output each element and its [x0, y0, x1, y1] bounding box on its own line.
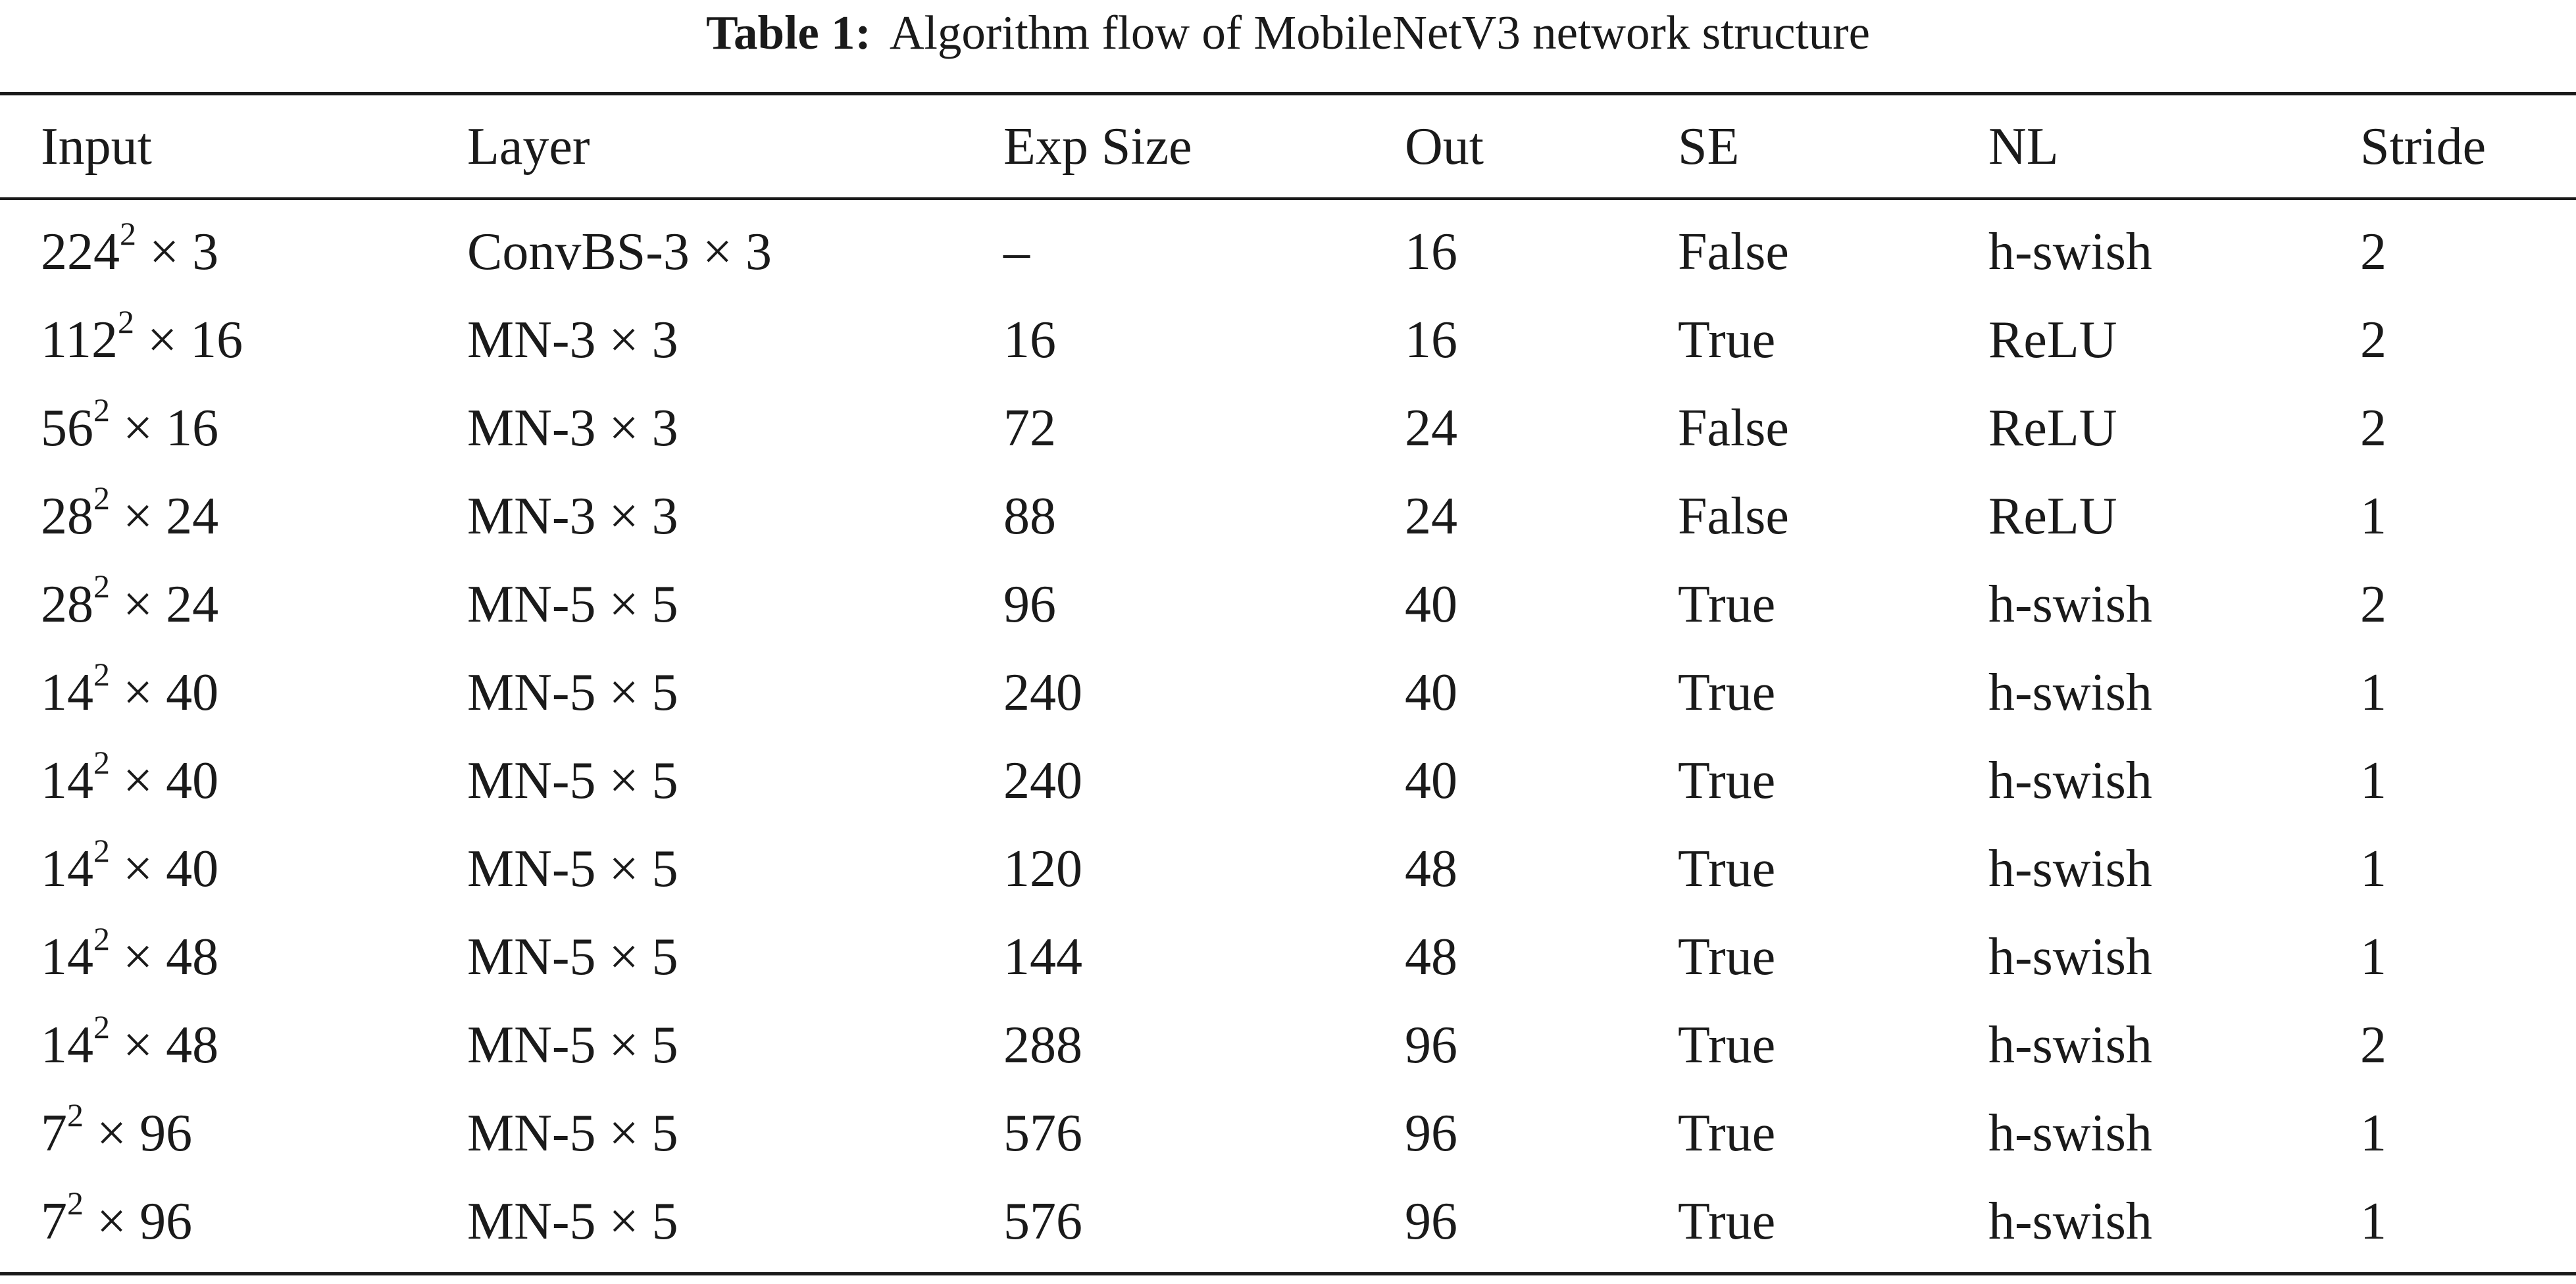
input-base: 28 — [41, 487, 93, 545]
cell-layer: MN-5 × 5 — [467, 928, 678, 986]
cell-stride: 1 — [2360, 1104, 2387, 1162]
input-rest: × 24 — [110, 576, 219, 633]
header-se: SE — [1678, 117, 1740, 176]
cell-stride: 1 — [2360, 928, 2387, 986]
cell-exp-size: 288 — [1003, 1016, 1082, 1074]
input-exponent: 2 — [93, 1008, 110, 1045]
table-header-rule — [0, 197, 2576, 200]
cell-exp-size: 72 — [1003, 399, 1056, 457]
input-exponent: 2 — [93, 391, 110, 428]
cell-nl: h-swish — [1988, 1104, 2152, 1162]
header-layer: Layer — [467, 117, 590, 176]
cell-out: 96 — [1405, 1104, 1457, 1162]
cell-se: True — [1678, 576, 1776, 633]
input-base: 14 — [41, 664, 93, 722]
input-rest: × 48 — [110, 1016, 219, 1074]
cell-exp-size: 144 — [1003, 928, 1082, 986]
cell-out: 16 — [1405, 311, 1457, 369]
cell-nl: ReLU — [1988, 487, 2117, 545]
cell-se: True — [1678, 1104, 1776, 1162]
cell-exp-size: 96 — [1003, 576, 1056, 633]
input-exponent: 2 — [93, 480, 110, 516]
table-row — [0, 208, 2576, 296]
header-nl: NL — [1988, 117, 2059, 176]
cell-stride: 1 — [2360, 487, 2387, 545]
input-exponent: 2 — [93, 656, 110, 693]
input-exponent: 2 — [67, 1185, 84, 1222]
cell-exp-size: 576 — [1003, 1104, 1082, 1162]
table-row — [0, 737, 2576, 825]
input-rest: × 16 — [134, 311, 243, 369]
table-row — [0, 1001, 2576, 1089]
input-rest: × 40 — [110, 664, 219, 722]
input-exponent: 2 — [93, 832, 110, 869]
cell-input — [41, 208, 218, 296]
cell-nl: h-swish — [1988, 576, 2152, 633]
input-rest: × 3 — [136, 223, 219, 281]
input-rest: × 40 — [110, 840, 219, 898]
input-base: 112 — [41, 311, 118, 369]
cell-se: True — [1678, 1016, 1776, 1074]
cell-out: 40 — [1405, 664, 1457, 722]
cell-out: 16 — [1405, 223, 1457, 281]
cell-input — [41, 913, 218, 1001]
cell-layer: MN-5 × 5 — [467, 1016, 678, 1074]
cell-input — [41, 296, 243, 384]
cell-exp-size: 88 — [1003, 487, 1056, 545]
input-base: 14 — [41, 752, 93, 810]
table-row — [0, 296, 2576, 384]
cell-out: 96 — [1405, 1193, 1457, 1250]
cell-input — [41, 1089, 192, 1177]
cell-nl: h-swish — [1988, 664, 2152, 722]
cell-layer: MN-3 × 3 — [467, 487, 678, 545]
cell-out: 40 — [1405, 752, 1457, 810]
input-base: 28 — [41, 576, 93, 633]
table-caption — [0, 0, 2576, 66]
input-exponent: 2 — [93, 744, 110, 781]
cell-out: 96 — [1405, 1016, 1457, 1074]
cell-stride: 1 — [2360, 1193, 2387, 1250]
table-row — [0, 560, 2576, 649]
cell-out: 24 — [1405, 399, 1457, 457]
cell-input — [41, 560, 218, 649]
header-input: Input — [41, 117, 152, 176]
input-base: 224 — [41, 223, 120, 281]
table-row — [0, 384, 2576, 472]
cell-stride: 2 — [2360, 311, 2387, 369]
cell-se: False — [1678, 487, 1789, 545]
cell-nl: h-swish — [1988, 928, 2152, 986]
cell-se: True — [1678, 1193, 1776, 1250]
cell-se: True — [1678, 840, 1776, 898]
cell-nl: h-swish — [1988, 1016, 2152, 1074]
cell-out: 48 — [1405, 928, 1457, 986]
header-stride: Stride — [2360, 117, 2487, 176]
input-exponent: 2 — [120, 215, 136, 252]
table-row — [0, 472, 2576, 560]
input-rest: × 96 — [84, 1104, 193, 1162]
input-rest: × 16 — [110, 399, 219, 457]
cell-exp-size: 16 — [1003, 311, 1056, 369]
input-exponent: 2 — [118, 303, 135, 340]
input-base: 14 — [41, 1016, 93, 1074]
cell-out: 24 — [1405, 487, 1457, 545]
input-base: 7 — [41, 1193, 67, 1250]
cell-nl: ReLU — [1988, 399, 2117, 457]
cell-stride: 2 — [2360, 1016, 2387, 1074]
cell-exp-size: 240 — [1003, 664, 1082, 722]
table-row — [0, 1177, 2576, 1266]
cell-out: 48 — [1405, 840, 1457, 898]
caption-text: Algorithm flow of MobileNetV3 network structure — [889, 6, 1870, 59]
cell-stride: 2 — [2360, 576, 2387, 633]
input-base: 56 — [41, 399, 93, 457]
cell-input — [41, 737, 218, 825]
header-out: Out — [1405, 117, 1484, 176]
cell-layer: ConvBS-3 × 3 — [467, 223, 772, 281]
cell-stride: 1 — [2360, 752, 2387, 810]
cell-input — [41, 649, 218, 737]
cell-input — [41, 1177, 192, 1266]
input-exponent: 2 — [93, 568, 110, 605]
table-row — [0, 825, 2576, 913]
cell-exp-size: 120 — [1003, 840, 1082, 898]
cell-layer: MN-3 × 3 — [467, 399, 678, 457]
input-base: 7 — [41, 1104, 67, 1162]
cell-stride: 2 — [2360, 223, 2387, 281]
cell-nl: ReLU — [1988, 311, 2117, 369]
cell-nl: h-swish — [1988, 752, 2152, 810]
cell-se: True — [1678, 928, 1776, 986]
cell-se: False — [1678, 399, 1789, 457]
cell-se: True — [1678, 311, 1776, 369]
cell-layer: MN-5 × 5 — [467, 576, 678, 633]
cell-nl: h-swish — [1988, 840, 2152, 898]
header-exp-size: Exp Size — [1003, 117, 1192, 176]
input-rest: × 96 — [84, 1193, 193, 1250]
cell-nl: h-swish — [1988, 223, 2152, 281]
input-rest: × 40 — [110, 752, 219, 810]
input-rest: × 48 — [110, 928, 219, 986]
input-base: 14 — [41, 928, 93, 986]
table-row — [0, 649, 2576, 737]
input-exponent: 2 — [67, 1097, 84, 1133]
cell-layer: MN-5 × 5 — [467, 752, 678, 810]
table-bottom-rule — [0, 1272, 2576, 1275]
cell-layer: MN-3 × 3 — [467, 311, 678, 369]
table-top-rule — [0, 92, 2576, 95]
cell-out: 40 — [1405, 576, 1457, 633]
cell-exp-size: 576 — [1003, 1193, 1082, 1250]
cell-stride: 1 — [2360, 664, 2387, 722]
cell-input — [41, 825, 218, 913]
cell-input — [41, 384, 218, 472]
cell-exp-size: 240 — [1003, 752, 1082, 810]
cell-exp-size: – — [1003, 223, 1030, 281]
table-body — [0, 208, 2576, 1266]
cell-stride: 1 — [2360, 840, 2387, 898]
table-row — [0, 913, 2576, 1001]
cell-layer: MN-5 × 5 — [467, 1104, 678, 1162]
cell-stride: 2 — [2360, 399, 2387, 457]
table-row — [0, 1089, 2576, 1177]
table-header-row — [0, 99, 2576, 194]
cell-se: False — [1678, 223, 1789, 281]
cell-se: True — [1678, 752, 1776, 810]
cell-input — [41, 1001, 218, 1089]
cell-layer: MN-5 × 5 — [467, 1193, 678, 1250]
cell-layer: MN-5 × 5 — [467, 664, 678, 722]
input-exponent: 2 — [93, 920, 110, 957]
cell-nl: h-swish — [1988, 1193, 2152, 1250]
cell-input — [41, 472, 218, 560]
input-rest: × 24 — [110, 487, 219, 545]
cell-layer: MN-5 × 5 — [467, 840, 678, 898]
input-base: 14 — [41, 840, 93, 898]
cell-se: True — [1678, 664, 1776, 722]
caption-label: Table 1: — [706, 6, 871, 59]
